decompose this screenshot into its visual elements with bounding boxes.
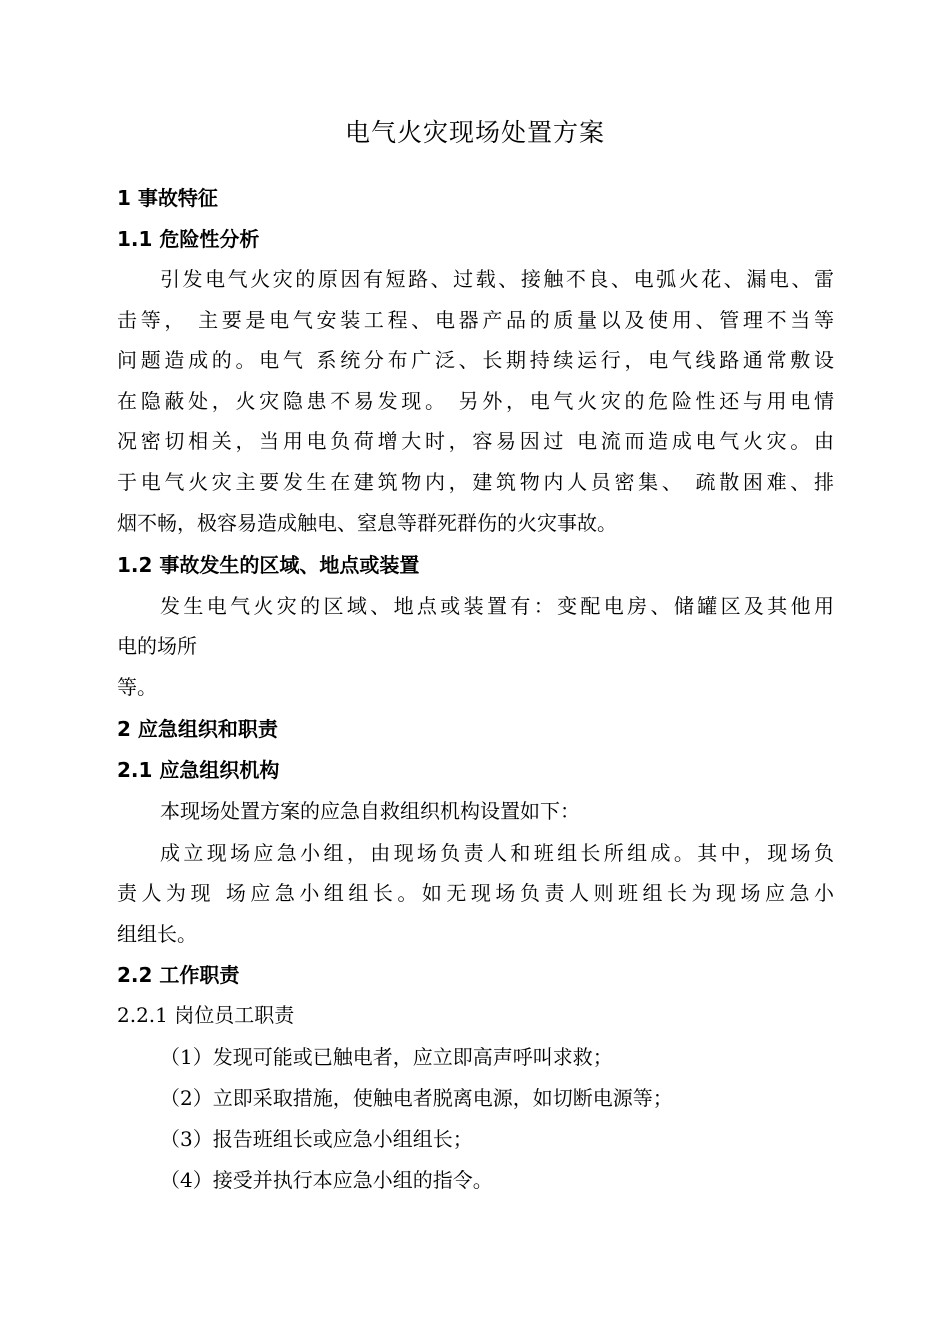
paragraph-line: 等。	[117, 675, 157, 699]
heading-2-2: 2.2 工作职责	[117, 963, 240, 987]
paragraph-line: 成立现场应急小组，由现场负责人和班组长所组成。其中，现场负	[160, 841, 834, 865]
paragraph-line: 况密切相关，当用电负荷增大时，容易因过 电流而造成电气火灾。由	[117, 429, 834, 453]
heading-1-2: 1.2 事故发生的区域、地点或装置	[117, 553, 420, 577]
paragraph-line: 组组长。	[117, 922, 197, 946]
paragraph-line: 烟不畅，极容易造成触电、窒息等群死群伤的火灾事故。	[117, 511, 617, 535]
heading-2: 2 应急组织和职责	[117, 717, 278, 741]
list-item: （3）报告班组长或应急小组组长；	[160, 1127, 473, 1151]
paragraph-line: 于电气火灾主要发生在建筑物内，建筑物内人员密集、 疏散困难、排	[117, 470, 834, 494]
paragraph-line: 发生电气火灾的区域、地点或装置有：变配电房、储罐区及其他用	[160, 594, 834, 618]
heading-2-1: 2.1 应急组织机构	[117, 758, 280, 782]
list-item: （2）立即采取措施，使触电者脱离电源，如切断电源等；	[160, 1086, 673, 1110]
sub-heading-2-2-1: 2.2.1 岗位员工职责	[117, 1003, 295, 1027]
heading-1-1: 1.1 危险性分析	[117, 227, 260, 251]
paragraph-line: 在隐蔽处，火灾隐患不易发现。 另外，电气火灾的危险性还与用电情	[117, 389, 834, 413]
paragraph-line: 击等， 主要是电气安装工程、电器产品的质量以及使用、管理不当等	[117, 308, 834, 332]
paragraph-line: 电的场所	[117, 634, 197, 658]
list-item: （4）接受并执行本应急小组的指令。	[160, 1168, 493, 1192]
paragraph-line: 引发电气火灾的原因有短路、过载、接触不良、电弧火花、漏电、雷	[160, 267, 834, 291]
paragraph-line: 本现场处置方案的应急自救组织机构设置如下：	[160, 799, 580, 823]
paragraph-line: 问题造成的。电气 系统分布广泛、长期持续运行，电气线路通常敷设	[117, 348, 834, 372]
document-title: 电气火灾现场处置方案	[344, 118, 605, 147]
list-item: （1）发现可能或已触电者，应立即高声呼叫求救；	[160, 1045, 613, 1069]
heading-1: 1 事故特征	[117, 186, 218, 210]
paragraph-line: 责人为现 场应急小组组长。如无现场负责人则班组长为现场应急小	[117, 881, 834, 905]
